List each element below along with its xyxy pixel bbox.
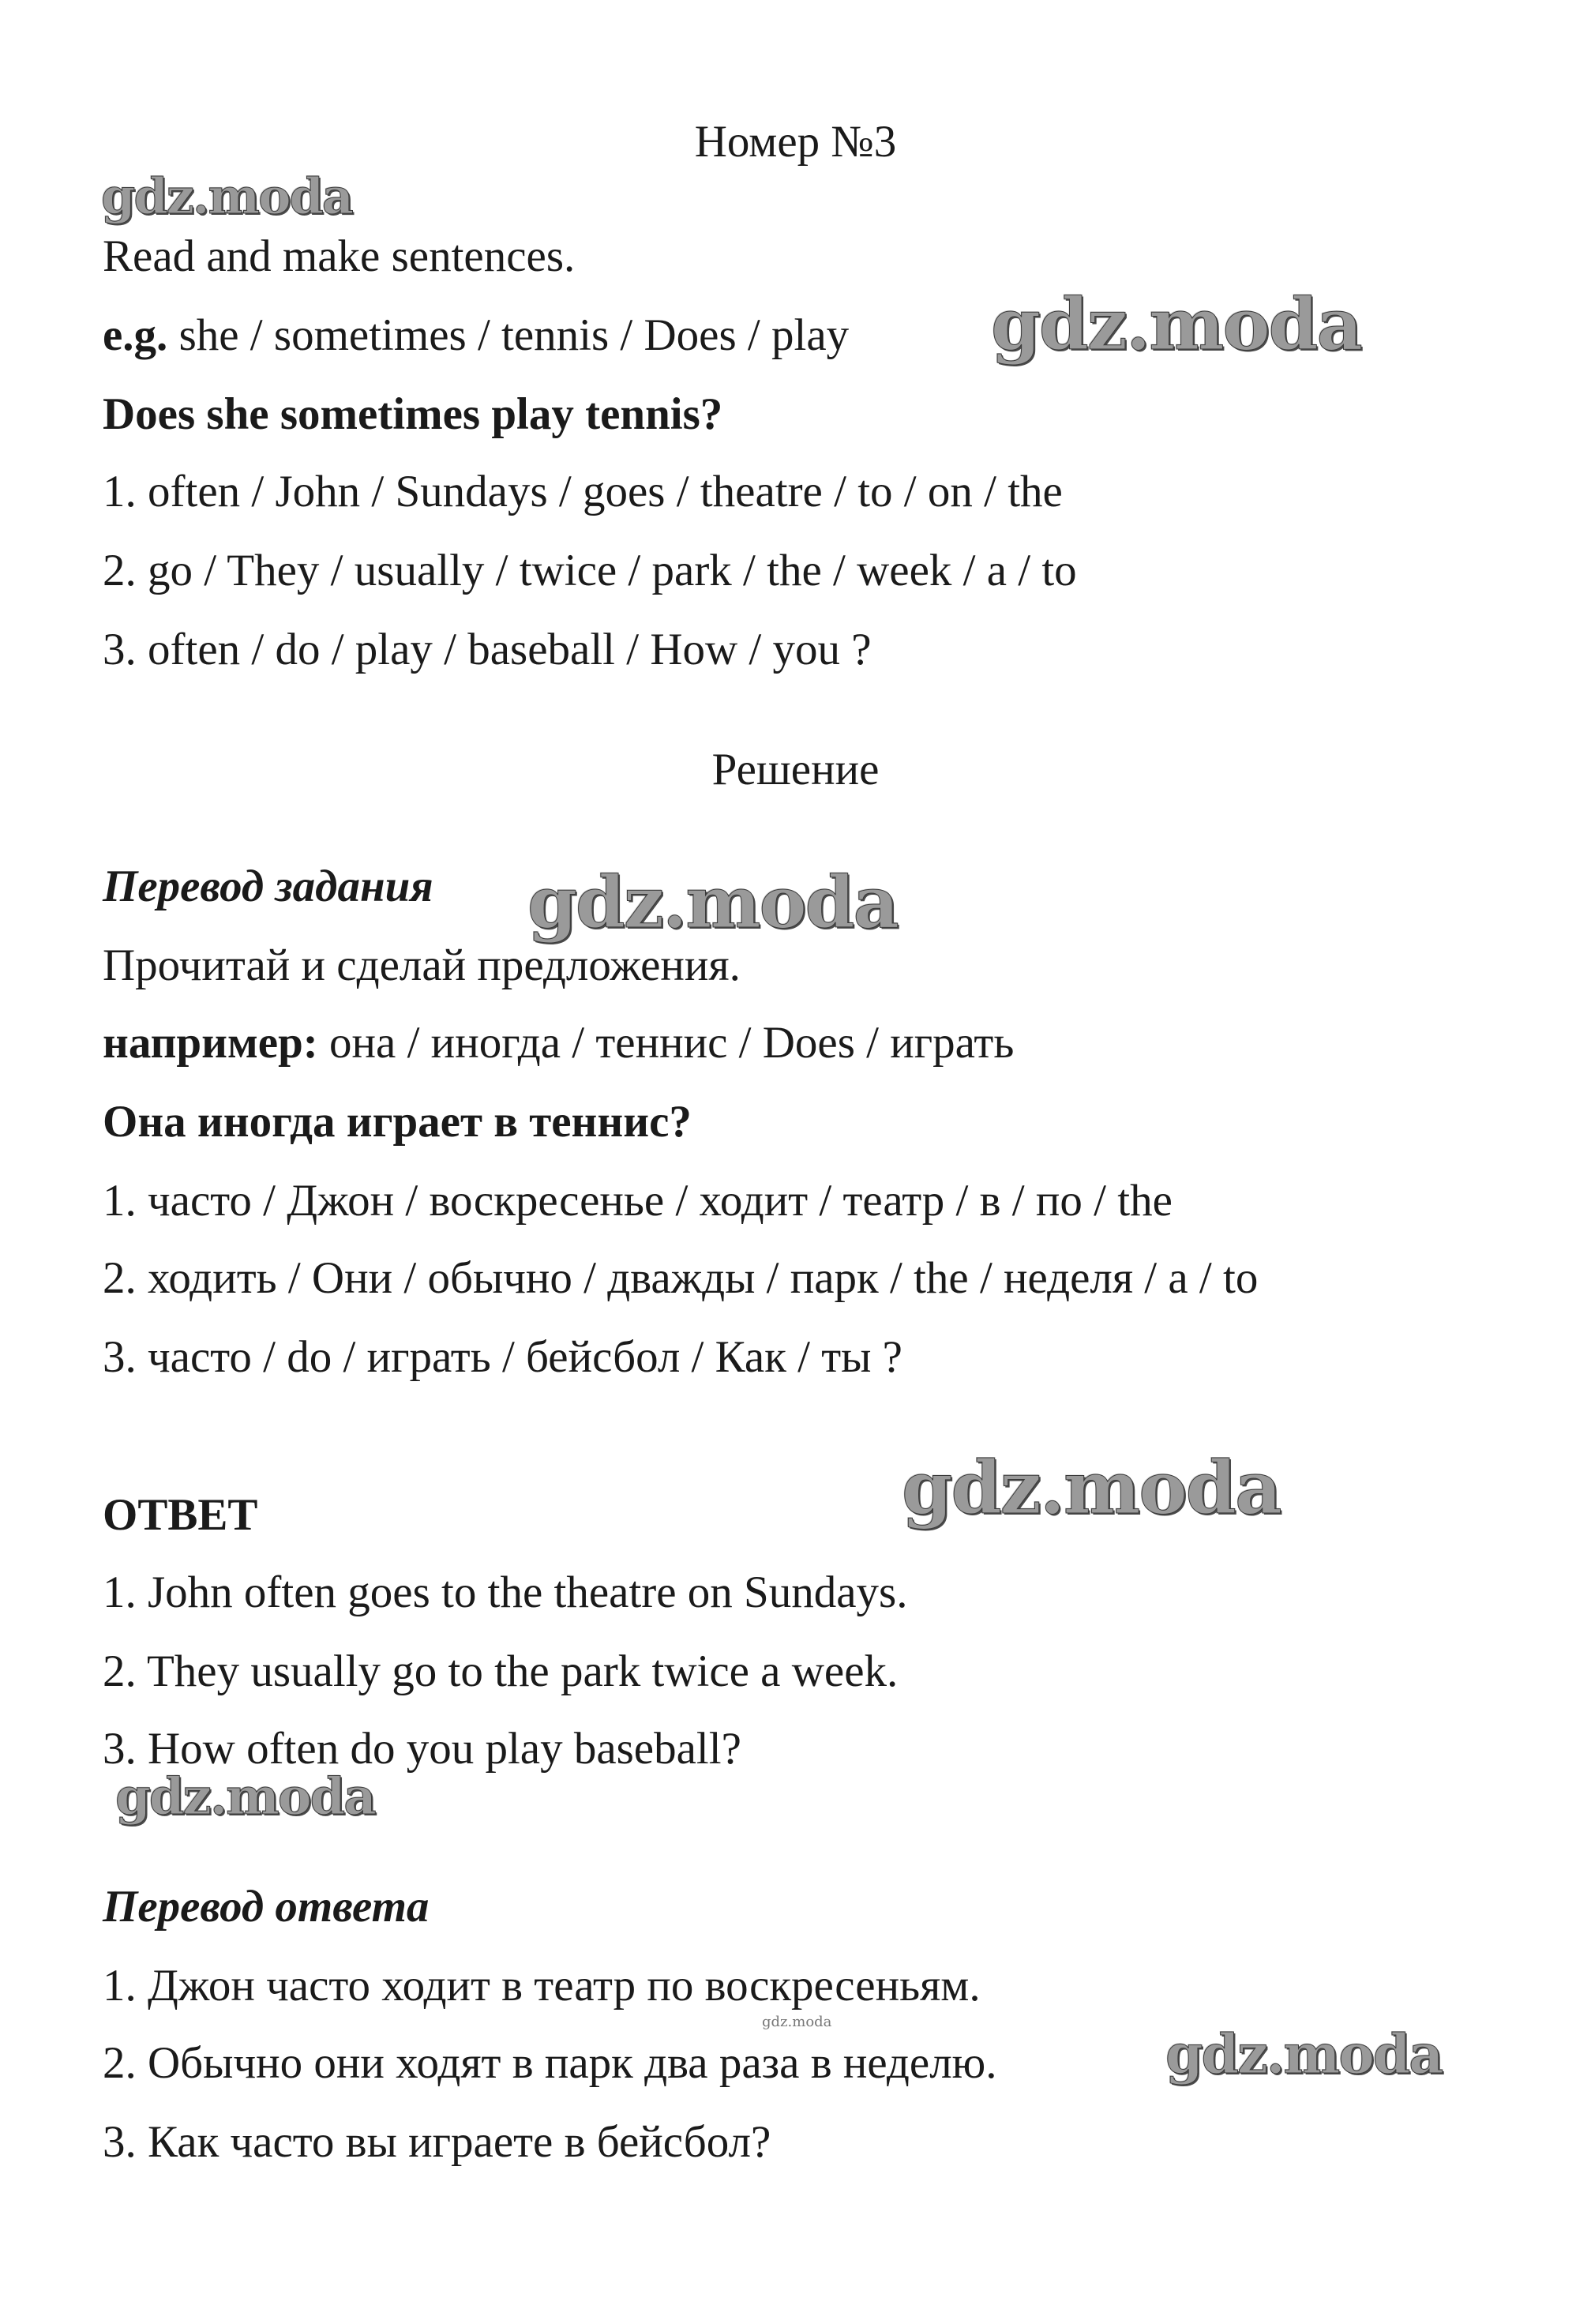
task-translation-item-3: 3. часто / do / играть / бейсбол / Как / ты ?	[103, 1332, 902, 1382]
watermark-logo: gdz.moda	[101, 167, 352, 225]
task-translation-item-2: 2. ходить / Они / обычно / дважды / парк / the / неделя / a / to	[103, 1253, 1259, 1303]
answer-item-3: 3. How often do you play baseball?	[103, 1724, 741, 1774]
answer-translation-item-2: 2. Обычно они ходят в парк два раза в неделю.	[103, 2038, 997, 2088]
example-text: she / sometimes / tennis / Does / play	[167, 310, 850, 360]
task-example-answer: Does she sometimes play tennis?	[103, 389, 723, 439]
watermark-logo: gdz.moda	[527, 861, 898, 944]
watermark-logo: gdz.moda	[902, 1445, 1281, 1530]
answer-translation-item-1: 1. Джон часто ходит в театр по воскресеньям.	[103, 1961, 981, 2011]
watermark-logo: gdz.moda	[991, 283, 1361, 366]
translation-example-text: она / иногда / теннис / Does / играть	[317, 1018, 1015, 1068]
watermark-logo: gdz.moda	[1165, 2023, 1443, 2086]
task-translation-instruction: Прочитай и сделай предложения.	[103, 940, 741, 990]
answer-translation-heading: Перевод ответа	[103, 1882, 430, 1932]
translation-example-prefix: например:	[103, 1018, 318, 1068]
task-item-2: 2. go / They / usually / twice / park / the / week / a / to	[103, 546, 1077, 595]
answer-translation-item-3: 3. Как часто вы играете в бейсбол?	[103, 2117, 771, 2167]
task-translation-item-1: 1. часто / Джон / воскресенье / ходит / театр / в / по / the	[103, 1176, 1173, 1226]
task-example	[103, 308, 849, 363]
task-item-1: 1. often / John / Sundays / goes / theatre / to / on / the	[103, 467, 1063, 516]
watermark-logo: gdz.moda	[115, 1767, 375, 1827]
task-instruction: Read and make sentences.	[103, 231, 576, 281]
page-title: Номер №3	[694, 117, 897, 167]
task-translation-example	[103, 1016, 1014, 1071]
task-translation-example-answer: Она иногда играет в теннис?	[103, 1097, 692, 1147]
answer-item-2: 2. They usually go to the park twice a week.	[103, 1646, 899, 1696]
watermark-small: gdz.moda	[762, 2014, 832, 2030]
answer-heading: ОТВЕТ	[103, 1490, 258, 1540]
example-prefix: e.g.	[103, 310, 168, 360]
solution-heading: Решение	[711, 745, 880, 794]
task-item-3: 3. often / do / play / baseball / How / you ?	[103, 625, 872, 674]
task-translation-heading: Перевод задания	[103, 862, 433, 911]
answer-item-1: 1. John often goes to the theatre on Sundays.	[103, 1567, 908, 1617]
